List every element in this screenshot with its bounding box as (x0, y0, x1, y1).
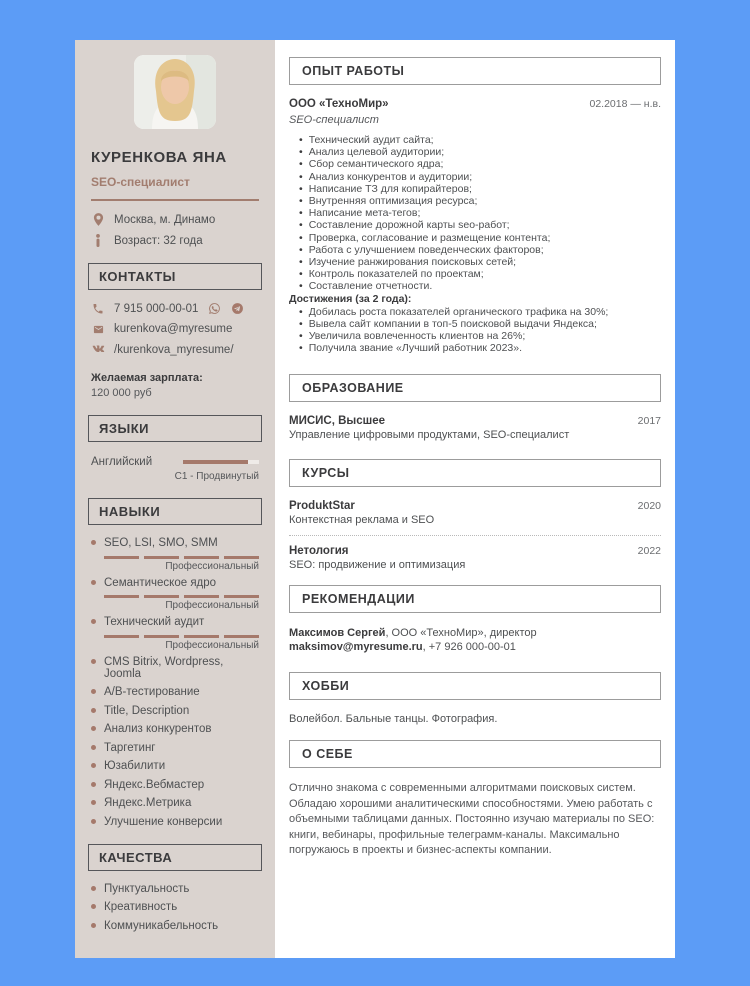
skill-name: Таргетинг (104, 741, 156, 754)
skill-item (91, 816, 259, 828)
bullet-dot-icon: • (299, 146, 303, 159)
bullet-dot-icon (91, 800, 96, 805)
achievement-item (299, 318, 661, 330)
duty-item (299, 171, 661, 183)
recommendations-section-title: РЕКОМЕНДАЦИИ (289, 585, 661, 613)
course-name: Нетология (289, 545, 349, 558)
education-year: 2017 (637, 415, 661, 428)
age-row (91, 234, 259, 247)
duty-text: Изучение ранжирования поисковых сетей; (308, 256, 517, 269)
skill-item (91, 797, 259, 809)
skill-rated-item (88, 577, 262, 612)
referee-details: , ООО «ТехноМир», директор (385, 627, 537, 640)
location-text: Москва, м. Динамо (114, 213, 216, 226)
skill-rated-item (88, 616, 262, 651)
skill-level-label: Профессиональный (165, 600, 259, 611)
email-icon (91, 324, 105, 335)
about-section (289, 740, 661, 859)
skill-name: Семантическое ядро (104, 576, 217, 589)
skills-section-title: НАВЫКИ (88, 498, 262, 525)
job-period: 02.2018 — н.в. (589, 98, 661, 110)
duty-text: Технический аудит сайта; (308, 134, 434, 146)
language-name: Английский (91, 456, 153, 468)
bullet-dot-icon (91, 819, 96, 824)
recommendations-section (289, 585, 661, 654)
bullet-dot-icon (91, 726, 96, 731)
bullet-dot-icon (91, 763, 96, 768)
achievements-list (289, 306, 661, 355)
course-item (289, 545, 661, 571)
courses-section (289, 459, 661, 571)
hobbies-section (289, 672, 661, 725)
bullet-dot-icon (91, 659, 96, 664)
achievement-item (299, 306, 661, 318)
quality-item (91, 920, 259, 932)
skill-name: Яндекс.Вебмастер (104, 778, 205, 791)
resume-page (75, 40, 675, 958)
duty-item (299, 256, 661, 268)
quality-item (91, 883, 259, 895)
achievement-text: Вывела сайт компании в топ-5 поисковой выдачи Яндекса; (308, 317, 597, 330)
person-name: КУРЕНКОВА ЯНА (91, 149, 227, 166)
duty-item (299, 183, 661, 195)
course-description: SEO: продвижение и оптимизация (289, 559, 466, 572)
skill-name: CMS Bitrix, Wordpress, Joomla (104, 655, 224, 680)
bullet-dot-icon: • (299, 158, 303, 171)
dotted-divider (289, 535, 661, 536)
achievements-label: Достижения (за 2 года): (289, 292, 412, 305)
referee-contact-line (289, 640, 661, 654)
quality-name: Пунктуальность (104, 882, 190, 895)
qualities-list (88, 883, 262, 932)
bullet-dot-icon (91, 619, 96, 624)
telegram-icon[interactable] (230, 302, 244, 315)
person-role: SEO-специалист (91, 175, 190, 189)
education-description: Управление цифровыми продуктами, SEO-специалист (289, 429, 570, 442)
referee-name: Максимов Сергей (289, 627, 386, 640)
location-row (91, 213, 259, 226)
bullet-dot-icon (91, 708, 96, 713)
sidebar (75, 40, 275, 958)
vk-icon[interactable] (91, 343, 105, 357)
skill-name-row (91, 616, 259, 628)
bullet-dot-icon: • (299, 182, 303, 195)
achievement-text: Получила звание «Лучший работник 2023». (308, 342, 523, 355)
course-item (289, 500, 661, 526)
bullet-dot-icon: • (299, 317, 303, 330)
language-bar (183, 460, 259, 464)
quality-name: Креативность (104, 901, 178, 913)
skill-item (91, 656, 259, 680)
duty-text: Проверка, согласование и размещение контента; (308, 231, 551, 244)
bullet-dot-icon (91, 689, 96, 694)
bullet-dot-icon: • (299, 195, 303, 208)
hobbies-section-title: ХОББИ (289, 672, 661, 700)
quality-item (91, 901, 259, 913)
skill-item (91, 779, 259, 791)
skill-name: А/В-тестирование (104, 686, 200, 698)
duty-text: Написание мета-тегов; (308, 207, 421, 220)
duty-item (299, 195, 661, 207)
skill-name: Title, Description (104, 704, 190, 717)
language-level: C1 - Продвинутый (174, 471, 259, 482)
experience-section-title: ОПЫТ РАБОТЫ (289, 57, 661, 85)
company-name: ООО «ТехноМир» (289, 98, 389, 110)
skill-level-bar (104, 635, 259, 638)
duty-text: Составление дорожной карты seo-работ; (308, 219, 510, 232)
bullet-dot-icon (91, 540, 96, 545)
email-row (91, 323, 259, 335)
job-header (289, 98, 661, 110)
bullet-dot-icon (91, 923, 96, 928)
skill-level-label: Профессиональный (165, 560, 259, 572)
email-text[interactable]: kurenkova@myresume (114, 323, 233, 335)
achievement-text: Добилась роста показателей органического трафика на 30%; (308, 305, 609, 318)
achievement-text: Увеличила вовлеченность клиентов на 26%; (308, 330, 526, 343)
bullet-dot-icon: • (299, 243, 303, 256)
bullet-dot-icon: • (299, 207, 303, 220)
quality-name: Коммуникабельность (104, 919, 219, 932)
duty-item (299, 219, 661, 231)
whatsapp-icon[interactable] (207, 302, 221, 315)
bullet-dot-icon (91, 886, 96, 891)
about-section-title: О СЕБЕ (289, 740, 661, 768)
duty-text: Сбор семантического ядра; (308, 158, 444, 171)
info-icon (91, 234, 105, 247)
skill-rated-item (88, 537, 262, 572)
languages-section-title: ЯЗЫКИ (88, 415, 262, 442)
skill-name: SEO, LSI, SMO, SMM (104, 537, 218, 549)
referee-phone: , +7 926 000-00-01 (422, 641, 516, 654)
skill-level-bar (104, 556, 259, 559)
duty-text: Составление отчетности. (308, 280, 433, 293)
duty-item (299, 207, 661, 219)
duty-item (299, 146, 661, 158)
accent-divider (91, 199, 259, 201)
bullet-dot-icon: • (299, 231, 303, 244)
job-position: SEO-специалист (289, 114, 379, 126)
salary-label: Желаемая зарплата: (91, 372, 203, 384)
bullet-dot-icon (91, 745, 96, 750)
language-row (91, 456, 259, 468)
education-section (289, 374, 661, 441)
duty-text: Анализ конкурентов и аудитории; (308, 170, 473, 183)
duty-text: Контроль показателей по проектам; (308, 268, 484, 281)
duty-item (299, 232, 661, 244)
duty-item (299, 134, 661, 146)
duty-text: Внутренняя оптимизация ресурса; (308, 195, 478, 208)
school-name: МИСИС, Высшее (289, 415, 386, 428)
avatar (134, 55, 216, 129)
age-text: Возраст: 32 года (114, 234, 203, 247)
duty-item (299, 280, 661, 292)
profile-photo (134, 55, 216, 129)
skill-item (91, 705, 259, 717)
skill-name: Улучшение конверсии (104, 815, 223, 828)
bullet-dot-icon: • (299, 219, 303, 232)
duties-list (289, 134, 661, 293)
skill-name: Юзабилити (104, 760, 166, 772)
skill-level-label: Профессиональный (165, 639, 259, 651)
bullet-dot-icon: • (299, 256, 303, 269)
skill-name-row (91, 577, 259, 589)
duty-text: Работа с улучшением поведенческих факторов; (308, 243, 544, 256)
education-header (289, 415, 661, 427)
achievement-item (299, 342, 661, 354)
bullet-dot-icon: • (299, 134, 303, 146)
skill-level-bar (104, 595, 259, 598)
skill-item (91, 686, 259, 698)
hobbies-text: Волейбол. Бальные танцы. Фотография. (289, 713, 498, 726)
skill-name: Яндекс.Метрика (104, 797, 192, 809)
skill-name: Технический аудит (104, 616, 205, 628)
phone-row (91, 302, 259, 315)
location-pin-icon (91, 213, 105, 226)
duty-item (299, 244, 661, 256)
main-content (275, 40, 675, 958)
referee-line (289, 626, 661, 640)
skill-item (91, 742, 259, 754)
course-year: 2020 (637, 500, 661, 513)
vk-row (91, 343, 259, 357)
duty-text: Анализ целевой аудитории; (308, 146, 445, 159)
courses-section-title: КУРСЫ (289, 459, 661, 487)
skill-name-row (91, 537, 259, 549)
bullet-dot-icon (91, 580, 96, 585)
phone-icon (91, 303, 105, 315)
contacts-section-title: КОНТАКТЫ (88, 263, 262, 290)
about-text: Отлично знакома с современными алгоритмами поисковых систем. Обладаю хорошими аналитическими способностями. Умею работать с объемными таблицами данных. Постоянно изучаю материалы по SEO: книги, вебинары, профильные телеграмм-каналы. Максимально погружаюсь в проекты и бизнес-аспекты компании. (289, 782, 655, 857)
achievement-item (299, 330, 661, 342)
experience-section (289, 57, 661, 354)
bullet-dot-icon: • (299, 280, 303, 293)
bullet-dot-icon: • (299, 305, 303, 318)
course-name: ProduktStar (289, 500, 355, 513)
course-year: 2022 (637, 545, 661, 558)
qualities-section-title: КАЧЕСТВА (88, 844, 262, 871)
phone-text: 7 915 000-00-01 (114, 302, 199, 315)
referee-email[interactable]: maksimov@myresume.ru (289, 641, 423, 654)
education-section-title: ОБРАЗОВАНИЕ (289, 374, 661, 402)
skills-plain-list (88, 656, 262, 828)
duty-item (299, 158, 661, 170)
skill-item (91, 760, 259, 772)
bullet-dot-icon (91, 904, 96, 909)
bullet-dot-icon: • (299, 268, 303, 281)
duty-text: Написание ТЗ для копирайтеров; (308, 182, 472, 195)
skill-name: Анализ конкурентов (104, 723, 212, 735)
bullet-dot-icon: • (299, 330, 303, 343)
vk-text[interactable]: /kurenkova_myresume/ (114, 344, 234, 356)
bullet-dot-icon: • (299, 170, 303, 183)
salary-value: 120 000 руб (91, 387, 152, 399)
skill-item (91, 723, 259, 735)
bullet-dot-icon (91, 782, 96, 787)
bullet-dot-icon: • (299, 342, 303, 355)
course-description: Контекстная реклама и SEO (289, 514, 435, 527)
duty-item (299, 268, 661, 280)
skills-rated-list (88, 537, 262, 651)
